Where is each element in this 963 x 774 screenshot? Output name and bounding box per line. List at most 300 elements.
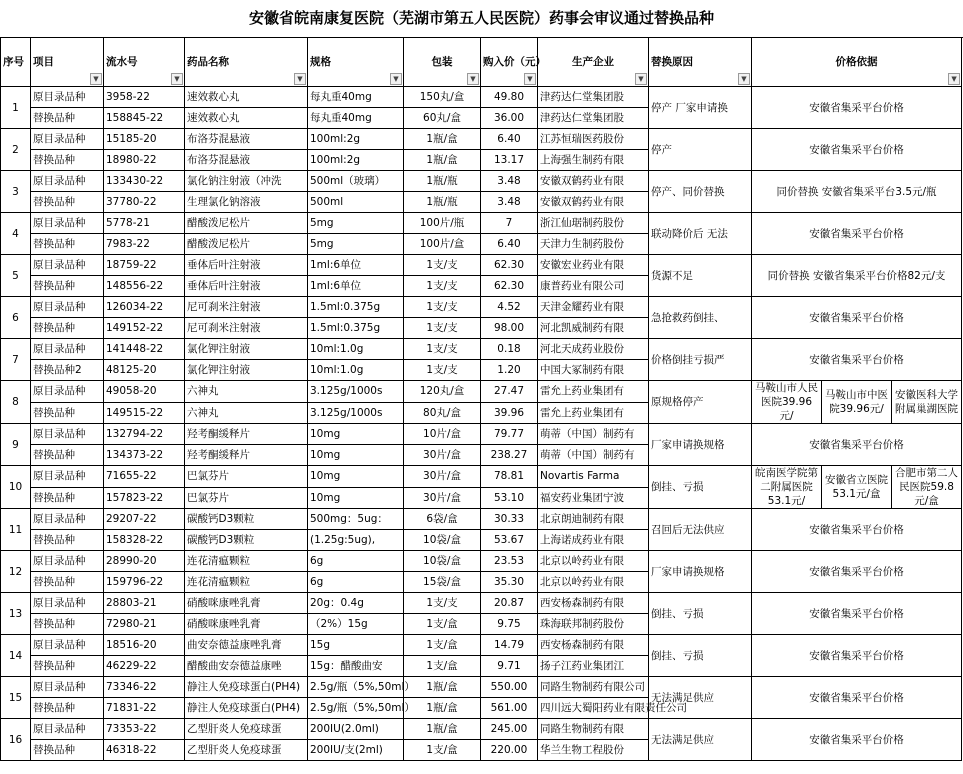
drug-name-cell[interactable]: 速效救心丸	[185, 108, 308, 129]
price-basis-cell[interactable]: 安徽省集采平台价格	[752, 213, 962, 255]
pack-cell[interactable]: 1瓶/盒	[404, 719, 481, 740]
serial-cell[interactable]: 159796-22	[104, 572, 185, 593]
drug-name-cell[interactable]: 乙型肝炎人免疫球蛋	[185, 719, 308, 740]
item-cell[interactable]: 替换品种2	[31, 360, 104, 381]
serial-cell[interactable]: 28803-21	[104, 593, 185, 614]
spec-cell[interactable]: 2.5g/瓶（5%,50ml）	[308, 698, 404, 719]
reason-cell[interactable]: 无法满足供应	[649, 719, 752, 761]
item-cell[interactable]: 原目录品种	[31, 339, 104, 360]
table-row	[1, 509, 962, 530]
drug-name-cell[interactable]: 乙型肝炎人免疫球蛋	[185, 740, 308, 761]
spec-cell[interactable]: 10mg	[308, 445, 404, 466]
price-basis-cell[interactable]: 安徽省集采平台价格	[752, 677, 962, 719]
drug-name-cell[interactable]: 速效救心丸	[185, 87, 308, 108]
reason-cell[interactable]: 厂家申请换规格	[649, 551, 752, 593]
drug-name-cell[interactable]: 氯化钾注射液	[185, 339, 308, 360]
pack-cell[interactable]: 150丸/盒	[404, 87, 481, 108]
spec-cell[interactable]: 100ml:2g	[308, 129, 404, 150]
price-cell[interactable]: 14.79	[481, 635, 538, 656]
pack-cell[interactable]: 1支/支	[404, 318, 481, 339]
drug-name-cell[interactable]: 氯化钾注射液	[185, 360, 308, 381]
price-basis-cell[interactable]: 安徽省集采平台价格	[752, 593, 962, 635]
pack-cell[interactable]: 1瓶/盒	[404, 677, 481, 698]
pack-cell[interactable]: 1支/盒	[404, 656, 481, 677]
table-row	[1, 255, 962, 276]
maker-cell[interactable]: 北京以岭药业有限	[538, 551, 649, 572]
pack-cell[interactable]: 1支/支	[404, 593, 481, 614]
maker-cell[interactable]: 萌蒂（中国）制药有	[538, 445, 649, 466]
spec-cell[interactable]: 1.5ml:0.375g	[308, 297, 404, 318]
price-cell[interactable]: 53.67	[481, 530, 538, 551]
header-reason: 替换原因 ▼	[649, 38, 752, 87]
item-cell[interactable]: 原目录品种	[31, 213, 104, 234]
item-cell[interactable]: 替换品种	[31, 108, 104, 129]
maker-cell[interactable]: 西安杨森制药有限	[538, 635, 649, 656]
spec-cell[interactable]: 3.125g/1000s	[308, 402, 404, 424]
table-row	[1, 635, 962, 656]
serial-cell[interactable]: 141448-22	[104, 339, 185, 360]
serial-cell[interactable]: 18980-22	[104, 150, 185, 171]
serial-cell[interactable]: 28990-20	[104, 551, 185, 572]
pack-cell[interactable]: 1支/支	[404, 360, 481, 381]
reason-cell[interactable]: 停产 厂家申请换	[649, 87, 752, 129]
reason-cell[interactable]: 倒挂、亏损	[649, 466, 752, 509]
item-cell[interactable]: 替换品种	[31, 698, 104, 719]
item-cell[interactable]: 替换品种	[31, 487, 104, 509]
spec-cell[interactable]: 1ml:6单位	[308, 276, 404, 297]
serial-cell[interactable]: 72980-21	[104, 614, 185, 635]
drug-name-cell[interactable]: 尼可刹米注射液	[185, 297, 308, 318]
pack-cell[interactable]: 6袋/盒	[404, 509, 481, 530]
price-cell[interactable]: 78.81	[481, 466, 538, 488]
price-basis-cell[interactable]: 安徽省集采平台价格	[752, 87, 962, 129]
price-basis-cell[interactable]: 安徽省立医院53.1元/盒	[822, 466, 892, 509]
reason-cell[interactable]: 召回后无法供应	[649, 509, 752, 551]
maker-cell[interactable]: 上海强生制药有限	[538, 150, 649, 171]
pack-cell[interactable]: 1支/支	[404, 297, 481, 318]
item-cell[interactable]: 替换品种	[31, 572, 104, 593]
serial-cell[interactable]: 29207-22	[104, 509, 185, 530]
spec-cell[interactable]: 20g：0.4g	[308, 593, 404, 614]
seq-cell[interactable]: 6	[1, 297, 31, 339]
item-cell[interactable]: 替换品种	[31, 445, 104, 466]
seq-cell[interactable]: 13	[1, 593, 31, 635]
table-row	[1, 381, 962, 403]
reason-cell[interactable]: 厂家申请换规格	[649, 424, 752, 466]
pack-cell[interactable]: 1瓶/瓶	[404, 171, 481, 192]
table-row	[1, 87, 962, 108]
price-basis-cell[interactable]: 安徽省集采平台价格	[752, 297, 962, 339]
pack-cell[interactable]: 10袋/盒	[404, 530, 481, 551]
price-basis-cell[interactable]: 合肥市第二人民医院59.8元/盒	[892, 466, 962, 509]
serial-cell[interactable]: 37780-22	[104, 192, 185, 213]
pack-cell[interactable]: 1支/盒	[404, 740, 481, 761]
price-basis-cell[interactable]: 安徽省集采平台价格	[752, 129, 962, 171]
spec-cell[interactable]: 1.5ml:0.375g	[308, 318, 404, 339]
header-price: 购入价（元） ▼	[481, 38, 538, 87]
maker-cell[interactable]: 北京朗迪制药有限	[538, 509, 649, 530]
serial-cell[interactable]: 134373-22	[104, 445, 185, 466]
item-cell[interactable]: 原目录品种	[31, 424, 104, 445]
drug-name-cell[interactable]: 六神丸	[185, 381, 308, 403]
maker-cell[interactable]: 雷允上药业集团有	[538, 402, 649, 424]
seq-cell[interactable]: 2	[1, 129, 31, 171]
price-basis-cell[interactable]: 安徽省集采平台价格	[752, 424, 962, 466]
spec-cell[interactable]: 10ml:1.0g	[308, 339, 404, 360]
drug-name-cell[interactable]: 硝酸咪康唑乳膏	[185, 614, 308, 635]
serial-cell[interactable]: 5778-21	[104, 213, 185, 234]
serial-cell[interactable]: 126034-22	[104, 297, 185, 318]
item-cell[interactable]: 原目录品种	[31, 719, 104, 740]
spec-cell[interactable]: 200IU/支(2ml)	[308, 740, 404, 761]
price-cell[interactable]: 6.40	[481, 129, 538, 150]
price-cell[interactable]: 3.48	[481, 171, 538, 192]
serial-cell[interactable]: 71831-22	[104, 698, 185, 719]
drug-name-cell[interactable]: 醋酸泼尼松片	[185, 213, 308, 234]
item-cell[interactable]: 原目录品种	[31, 635, 104, 656]
price-cell[interactable]: 4.52	[481, 297, 538, 318]
table-row	[1, 719, 962, 740]
item-cell[interactable]: 原目录品种	[31, 255, 104, 276]
serial-cell[interactable]: 157823-22	[104, 487, 185, 509]
price-cell[interactable]: 39.96	[481, 402, 538, 424]
spec-cell[interactable]: 每丸重40mg	[308, 108, 404, 129]
price-basis-cell[interactable]: 皖南医学院第二附属医院53.1元/	[752, 466, 822, 509]
filter-dropdown-icon[interactable]: ▼	[390, 73, 402, 85]
maker-cell[interactable]: 福安药业集团宁波	[538, 487, 649, 509]
drug-name-cell[interactable]: 垂体后叶注射液	[185, 255, 308, 276]
price-cell[interactable]: 220.00	[481, 740, 538, 761]
price-cell[interactable]: 98.00	[481, 318, 538, 339]
filter-dropdown-icon[interactable]: ▼	[90, 73, 102, 85]
filter-dropdown-icon[interactable]: ▼	[467, 73, 479, 85]
price-cell[interactable]: 1.20	[481, 360, 538, 381]
item-cell[interactable]: 原目录品种	[31, 677, 104, 698]
serial-cell[interactable]: 48125-20	[104, 360, 185, 381]
drug-name-cell[interactable]: 碳酸钙D3颗粒	[185, 509, 308, 530]
reason-cell[interactable]: 停产、同价替换	[649, 171, 752, 213]
item-cell[interactable]: 替换品种	[31, 402, 104, 424]
spec-cell[interactable]: 10mg	[308, 487, 404, 509]
price-cell[interactable]: 27.47	[481, 381, 538, 403]
drug-name-cell[interactable]: 静注人免疫球蛋白(PH4)	[185, 698, 308, 719]
price-basis-cell[interactable]: 同价替换 安徽省集采平台价格82元/支	[752, 255, 962, 297]
drug-name-cell[interactable]: 静注人免疫球蛋白(PH4)	[185, 677, 308, 698]
serial-cell[interactable]: 73346-22	[104, 677, 185, 698]
spec-cell[interactable]: 3.125g/1000s	[308, 381, 404, 403]
item-cell[interactable]: 原目录品种	[31, 466, 104, 488]
item-cell[interactable]: 原目录品种	[31, 87, 104, 108]
price-cell[interactable]: 238.27	[481, 445, 538, 466]
seq-cell[interactable]: 14	[1, 635, 31, 677]
maker-cell[interactable]: 上海诺成药业有限	[538, 530, 649, 551]
reason-cell[interactable]: 联动降价后 无法	[649, 213, 752, 255]
maker-cell[interactable]: 津药达仁堂集团股	[538, 108, 649, 129]
drug-name-cell[interactable]: 尼可刹米注射液	[185, 318, 308, 339]
price-cell[interactable]: 53.10	[481, 487, 538, 509]
item-cell[interactable]: 替换品种	[31, 150, 104, 171]
drug-name-cell[interactable]: 布洛芬混悬液	[185, 129, 308, 150]
header-spec: 规格 ▼	[308, 38, 404, 87]
price-cell[interactable]: 9.75	[481, 614, 538, 635]
maker-cell[interactable]: 同路生物制药有限	[538, 719, 649, 740]
seq-cell[interactable]: 12	[1, 551, 31, 593]
maker-cell[interactable]: 浙江仙琚制药股份	[538, 213, 649, 234]
filter-dropdown-icon[interactable]: ▼	[294, 73, 306, 85]
price-cell[interactable]: 13.17	[481, 150, 538, 171]
spec-cell[interactable]: 6g	[308, 572, 404, 593]
maker-cell[interactable]: 四川远大蜀阳药业有限责任公司	[538, 698, 649, 719]
price-basis-cell[interactable]: 同价替换 安徽省集采平台3.5元/瓶	[752, 171, 962, 213]
price-cell[interactable]: 62.30	[481, 255, 538, 276]
maker-cell[interactable]: 北京以岭药业有限	[538, 572, 649, 593]
serial-cell[interactable]: 149515-22	[104, 402, 185, 424]
spec-cell[interactable]: 5mg	[308, 234, 404, 255]
spec-cell[interactable]: 2.5g/瓶（5%,50ml）	[308, 677, 404, 698]
item-cell[interactable]: 原目录品种	[31, 171, 104, 192]
reason-cell[interactable]: 货源不足	[649, 255, 752, 297]
maker-cell[interactable]: 扬子江药业集团江	[538, 656, 649, 677]
drug-name-cell[interactable]: 布洛芬混悬液	[185, 150, 308, 171]
reason-cell[interactable]: 无法满足供应	[649, 677, 752, 719]
drug-name-cell[interactable]: 曲安奈德益康唑乳膏	[185, 635, 308, 656]
item-cell[interactable]: 原目录品种	[31, 509, 104, 530]
price-basis-cell[interactable]: 安徽医科大学附属巢湖医院	[892, 381, 962, 424]
spec-cell[interactable]: 500ml	[308, 192, 404, 213]
seq-cell[interactable]: 9	[1, 424, 31, 466]
seq-cell[interactable]: 3	[1, 171, 31, 213]
serial-cell[interactable]: 3958-22	[104, 87, 185, 108]
drug-name-cell[interactable]: 生理氯化钠溶液	[185, 192, 308, 213]
serial-cell[interactable]: 49058-20	[104, 381, 185, 403]
price-cell[interactable]: 6.40	[481, 234, 538, 255]
reason-cell[interactable]: 原规格停产	[649, 381, 752, 424]
spec-cell[interactable]: 6g	[308, 551, 404, 572]
pack-cell[interactable]: 100片/盒	[404, 234, 481, 255]
pack-cell[interactable]: 100片/瓶	[404, 213, 481, 234]
item-cell[interactable]: 原目录品种	[31, 129, 104, 150]
spec-cell[interactable]: 每丸重40mg	[308, 87, 404, 108]
item-cell[interactable]: 原目录品种	[31, 593, 104, 614]
header-pack: 包装 ▼	[404, 38, 481, 87]
spec-cell[interactable]: 1ml:6单位	[308, 255, 404, 276]
drug-name-cell[interactable]: 巴氯芬片	[185, 466, 308, 488]
maker-cell[interactable]: Novartis Farma	[538, 466, 649, 488]
price-basis-cell[interactable]: 安徽省集采平台价格	[752, 551, 962, 593]
filter-dropdown-icon[interactable]: ▼	[171, 73, 183, 85]
reason-cell[interactable]: 急抢救药倒挂、	[649, 297, 752, 339]
price-cell[interactable]: 49.80	[481, 87, 538, 108]
pack-cell[interactable]: 1支/盒	[404, 635, 481, 656]
maker-cell[interactable]: 安徽双鹤药业有限	[538, 171, 649, 192]
pack-cell[interactable]: 30片/盒	[404, 466, 481, 488]
pack-cell[interactable]: 1瓶/盒	[404, 698, 481, 719]
maker-cell[interactable]: 雷允上药业集团有	[538, 381, 649, 403]
maker-cell[interactable]: 同路生物制药有限公司	[538, 677, 649, 698]
price-basis-cell[interactable]: 安徽省集采平台价格	[752, 339, 962, 381]
price-cell[interactable]: 7	[481, 213, 538, 234]
price-cell[interactable]: 561.00	[481, 698, 538, 719]
item-cell[interactable]: 替换品种	[31, 276, 104, 297]
drug-name-cell[interactable]: 连花清瘟颗粒	[185, 572, 308, 593]
drug-name-cell[interactable]: 连花清瘟颗粒	[185, 551, 308, 572]
seq-cell[interactable]: 16	[1, 719, 31, 761]
price-cell[interactable]: 3.48	[481, 192, 538, 213]
item-cell[interactable]: 替换品种	[31, 530, 104, 551]
maker-cell[interactable]: 天津力生制药股份	[538, 234, 649, 255]
serial-cell[interactable]: 148556-22	[104, 276, 185, 297]
maker-cell[interactable]: 华兰生物工程股份	[538, 740, 649, 761]
spec-cell[interactable]: 15g：醋酸曲安	[308, 656, 404, 677]
header-item: 项目 ▼	[31, 38, 104, 87]
filter-dropdown-icon[interactable]: ▼	[524, 73, 536, 85]
pack-cell[interactable]: 60丸/盒	[404, 108, 481, 129]
reason-cell[interactable]: 倒挂、亏损	[649, 635, 752, 677]
serial-cell[interactable]: 158328-22	[104, 530, 185, 551]
seq-cell[interactable]: 10	[1, 466, 31, 509]
maker-cell[interactable]: 安徽宏业药业有限	[538, 255, 649, 276]
item-cell[interactable]: 替换品种	[31, 192, 104, 213]
reason-cell[interactable]: 停产	[649, 129, 752, 171]
reason-cell[interactable]: 倒挂、亏损	[649, 593, 752, 635]
price-cell[interactable]: 9.71	[481, 656, 538, 677]
drug-name-cell[interactable]: 羟考酮缓释片	[185, 424, 308, 445]
spec-cell[interactable]: （2%）15g	[308, 614, 404, 635]
drug-name-cell[interactable]: 六神丸	[185, 402, 308, 424]
seq-cell[interactable]: 4	[1, 213, 31, 255]
serial-cell[interactable]: 149152-22	[104, 318, 185, 339]
price-cell[interactable]: 62.30	[481, 276, 538, 297]
pack-cell[interactable]: 10片/盒	[404, 424, 481, 445]
price-basis-cell[interactable]: 马鞍山市人民医院39.96元/	[752, 381, 822, 424]
price-cell[interactable]: 20.87	[481, 593, 538, 614]
item-cell[interactable]: 替换品种	[31, 614, 104, 635]
drug-name-cell[interactable]: 氯化钠注射液（冲洗	[185, 171, 308, 192]
item-cell[interactable]: 替换品种	[31, 318, 104, 339]
drug-table	[0, 37, 962, 761]
maker-cell[interactable]: 天津金耀药业有限	[538, 297, 649, 318]
price-basis-cell[interactable]: 安徽省集采平台价格	[752, 635, 962, 677]
pack-cell[interactable]: 15袋/盒	[404, 572, 481, 593]
price-cell[interactable]: 23.53	[481, 551, 538, 572]
item-cell[interactable]: 替换品种	[31, 234, 104, 255]
spec-cell[interactable]: 5mg	[308, 213, 404, 234]
maker-cell[interactable]: 西安杨森制药有限	[538, 593, 649, 614]
drug-name-cell[interactable]: 硝酸咪康唑乳膏	[185, 593, 308, 614]
item-cell[interactable]: 原目录品种	[31, 381, 104, 403]
seq-cell[interactable]: 7	[1, 339, 31, 381]
spec-cell[interactable]: (1.25g:5ug),	[308, 530, 404, 551]
header-serial: 流水号 ▼	[104, 38, 185, 87]
item-cell[interactable]: 原目录品种	[31, 551, 104, 572]
seq-cell[interactable]: 1	[1, 87, 31, 129]
maker-cell[interactable]: 萌蒂（中国）制药有	[538, 424, 649, 445]
maker-cell[interactable]: 津药达仁堂集团股	[538, 87, 649, 108]
serial-cell[interactable]: 71655-22	[104, 466, 185, 488]
price-basis-cell[interactable]: 安徽省集采平台价格	[752, 509, 962, 551]
price-cell[interactable]: 79.77	[481, 424, 538, 445]
maker-cell[interactable]: 珠海联邦制药股份	[538, 614, 649, 635]
serial-cell[interactable]: 132794-22	[104, 424, 185, 445]
drug-name-cell[interactable]: 醋酸曲安奈德益康唑	[185, 656, 308, 677]
seq-cell[interactable]: 11	[1, 509, 31, 551]
price-cell[interactable]: 30.33	[481, 509, 538, 530]
pack-cell[interactable]: 1支/支	[404, 255, 481, 276]
pack-cell[interactable]: 1支/盒	[404, 614, 481, 635]
spec-cell[interactable]: 500mg：5ug：	[308, 509, 404, 530]
pack-cell[interactable]: 80丸/盒	[404, 402, 481, 424]
serial-cell[interactable]: 73353-22	[104, 719, 185, 740]
maker-cell[interactable]: 中国大冢制药有限	[538, 360, 649, 381]
price-cell[interactable]: 550.00	[481, 677, 538, 698]
price-basis-cell[interactable]: 安徽省集采平台价格	[752, 719, 962, 761]
maker-cell[interactable]: 江苏恒瑞医药股份	[538, 129, 649, 150]
reason-cell[interactable]: 价格倒挂亏损严	[649, 339, 752, 381]
maker-cell[interactable]: 河北天成药业股份	[538, 339, 649, 360]
price-cell[interactable]: 35.30	[481, 572, 538, 593]
serial-cell[interactable]: 158845-22	[104, 108, 185, 129]
serial-cell[interactable]: 7983-22	[104, 234, 185, 255]
serial-cell[interactable]: 18516-20	[104, 635, 185, 656]
pack-cell[interactable]: 1瓶/盒	[404, 150, 481, 171]
serial-cell[interactable]: 15185-20	[104, 129, 185, 150]
header-drug-name: 药品名称 ▼	[185, 38, 308, 87]
seq-cell[interactable]: 5	[1, 255, 31, 297]
pack-cell[interactable]: 1瓶/盒	[404, 129, 481, 150]
maker-cell[interactable]: 安徽双鹤药业有限	[538, 192, 649, 213]
spec-cell[interactable]: 15g	[308, 635, 404, 656]
filter-dropdown-icon[interactable]: ▼	[948, 73, 960, 85]
pack-cell[interactable]: 30片/盒	[404, 445, 481, 466]
item-cell[interactable]: 替换品种	[31, 656, 104, 677]
table-row	[1, 677, 962, 698]
serial-cell[interactable]: 46229-22	[104, 656, 185, 677]
spec-cell[interactable]: 200IU(2.0ml)	[308, 719, 404, 740]
price-cell[interactable]: 36.00	[481, 108, 538, 129]
price-cell[interactable]: 0.18	[481, 339, 538, 360]
spec-cell[interactable]: 10mg	[308, 424, 404, 445]
pack-cell[interactable]: 120丸/盒	[404, 381, 481, 403]
spec-cell[interactable]: 500ml（玻璃）	[308, 171, 404, 192]
maker-cell[interactable]: 河北凯威制药有限	[538, 318, 649, 339]
price-basis-cell[interactable]: 马鞍山市中医院39.96元/	[822, 381, 892, 424]
item-cell[interactable]: 原目录品种	[31, 297, 104, 318]
serial-cell[interactable]: 133430-22	[104, 171, 185, 192]
filter-dropdown-icon[interactable]: ▼	[635, 73, 647, 85]
spec-cell[interactable]: 10mg	[308, 466, 404, 488]
spec-cell[interactable]: 100ml:2g	[308, 150, 404, 171]
pack-cell[interactable]: 1支/支	[404, 339, 481, 360]
seq-cell[interactable]: 15	[1, 677, 31, 719]
drug-name-cell[interactable]: 醋酸泼尼松片	[185, 234, 308, 255]
drug-name-cell[interactable]: 垂体后叶注射液	[185, 276, 308, 297]
seq-cell[interactable]: 8	[1, 381, 31, 424]
pack-cell[interactable]: 10袋/盒	[404, 551, 481, 572]
filter-dropdown-icon[interactable]: ▼	[738, 73, 750, 85]
drug-name-cell[interactable]: 巴氯芬片	[185, 487, 308, 509]
item-cell[interactable]: 替换品种	[31, 740, 104, 761]
maker-cell[interactable]: 康普药业有限公司	[538, 276, 649, 297]
spec-cell[interactable]: 10ml:1.0g	[308, 360, 404, 381]
serial-cell[interactable]: 46318-22	[104, 740, 185, 761]
pack-cell[interactable]: 1瓶/瓶	[404, 192, 481, 213]
drug-name-cell[interactable]: 羟考酮缓释片	[185, 445, 308, 466]
pack-cell[interactable]: 30片/盒	[404, 487, 481, 509]
serial-cell[interactable]: 18759-22	[104, 255, 185, 276]
pack-cell[interactable]: 1支/支	[404, 276, 481, 297]
price-cell[interactable]: 245.00	[481, 719, 538, 740]
drug-name-cell[interactable]: 碳酸钙D3颗粒	[185, 530, 308, 551]
